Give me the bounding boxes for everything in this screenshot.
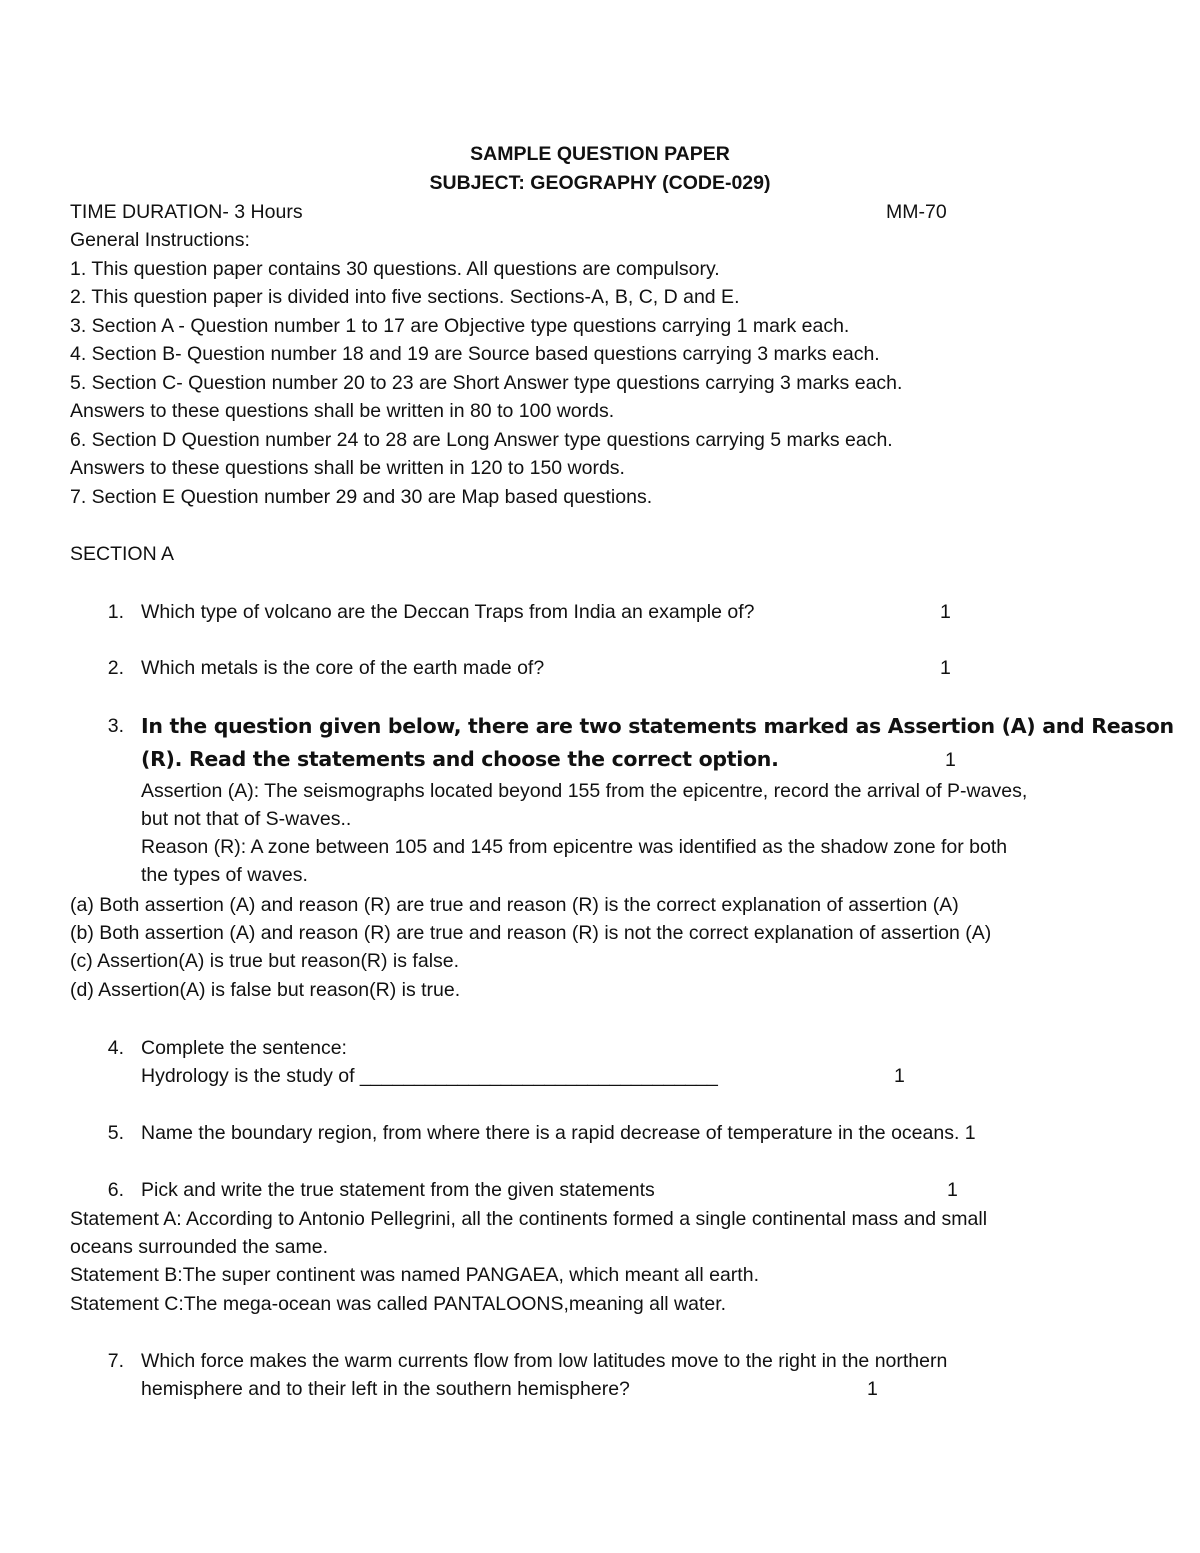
instruction-item: Answers to these questions shall be written in 80 to 100 words.: [70, 400, 615, 422]
statement-text: oceans surrounded the same.: [70, 1236, 328, 1258]
instruction-item: 7. Section E Question number 29 and 30 are Map based questions.: [70, 486, 653, 508]
question-marks: 1: [894, 1065, 905, 1087]
question-text: Which type of volcano are the Deccan Traps from India an example of?: [141, 601, 755, 623]
question-text-bold: In the question given below, there are two statements marked as Assertion (A) and Reason: [141, 714, 1174, 738]
question-marks: 1: [940, 657, 951, 679]
question-number: 2.: [107, 657, 124, 679]
instructions-heading: General Instructions:: [70, 229, 250, 251]
question-text: Which force makes the warm currents flow from low latitudes move to the right in the northern: [141, 1350, 948, 1372]
section-heading: SECTION A: [70, 543, 175, 565]
question-text: Pick and write the true statement from the given statements: [141, 1179, 655, 1201]
instruction-item: 1. This question paper contains 30 questions. All questions are compulsory.: [70, 258, 720, 280]
question-marks: 1: [867, 1378, 878, 1400]
answer-option: (c) Assertion(A) is true but reason(R) is false.: [70, 950, 460, 972]
statement-text: Statement A: According to Antonio Pellegrini, all the continents formed a single continental mass and small: [70, 1208, 988, 1230]
instruction-item: 6. Section D Question number 24 to 28 are Long Answer type questions carrying 5 marks each.: [70, 429, 893, 451]
reason-text: Reason (R): A zone between 105 and 145 from epicentre was identified as the shadow zone for both: [141, 836, 1008, 858]
question-marks: 1: [940, 601, 951, 623]
statement-text: Statement C:The mega-ocean was called PANTALOONS,meaning all water.: [70, 1293, 727, 1315]
question-text: Complete the sentence:: [141, 1037, 347, 1059]
question-number: 3.: [107, 715, 124, 737]
question-text: Name the boundary region, from where there is a rapid decrease of temperature in the oceans. 1: [141, 1122, 976, 1144]
assertion-text: Assertion (A): The seismographs located beyond 155 from the epicentre, record the arrival of P-waves,: [141, 780, 1028, 802]
question-number: 1.: [107, 601, 124, 623]
instruction-item: Answers to these questions shall be written in 120 to 150 words.: [70, 457, 625, 479]
question-marks: 1: [947, 1179, 958, 1201]
instruction-item: 3. Section A - Question number 1 to 17 are Objective type questions carrying 1 mark each.: [70, 315, 850, 337]
question-number: 5.: [107, 1122, 124, 1144]
answer-option: (a) Both assertion (A) and reason (R) are true and reason (R) is the correct explanation of assertion (A): [70, 894, 959, 916]
reason-text: the types of waves.: [141, 864, 308, 886]
paper-subject: SUBJECT: GEOGRAPHY (CODE-029): [429, 172, 771, 194]
question-number: 4.: [107, 1037, 124, 1059]
statement-text: Statement B:The super continent was named PANGAEA, which meant all earth.: [70, 1264, 759, 1286]
question-number: 7.: [107, 1350, 124, 1372]
instruction-item: 4. Section B- Question number 18 and 19 are Source based questions carrying 3 marks each.: [70, 343, 880, 365]
time-duration: TIME DURATION- 3 Hours: [70, 201, 303, 223]
question-text: Which metals is the core of the earth made of?: [141, 657, 545, 679]
paper-title: SAMPLE QUESTION PAPER: [470, 143, 730, 165]
question-text: Hydrology is the study of _________________________________: [141, 1065, 718, 1087]
instruction-item: 2. This question paper is divided into five sections. Sections-A, B, C, D and E.: [70, 286, 740, 308]
answer-option: (b) Both assertion (A) and reason (R) are true and reason (R) is not the correct explanation of assertion (A): [70, 922, 992, 944]
answer-option: (d) Assertion(A) is false but reason(R) is true.: [70, 979, 461, 1001]
assertion-text: but not that of S-waves..: [141, 808, 352, 830]
question-number: 6.: [107, 1179, 124, 1201]
question-text-bold: (R). Read the statements and choose the correct option.: [141, 747, 779, 771]
question-text: hemisphere and to their left in the southern hemisphere?: [141, 1378, 630, 1400]
question-marks: 1: [945, 749, 956, 771]
instruction-item: 5. Section C- Question number 20 to 23 are Short Answer type questions carrying 3 marks each.: [70, 372, 903, 394]
max-marks: MM-70: [886, 201, 947, 223]
